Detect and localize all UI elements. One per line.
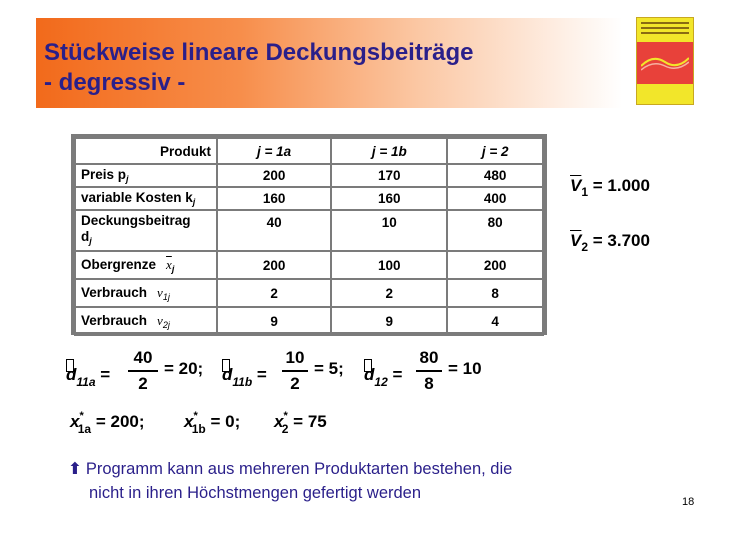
table-cell: 80 xyxy=(447,210,543,251)
formula-d11b-fraction: 10 2 xyxy=(282,348,308,394)
contribution-formulas xyxy=(66,348,526,398)
formula-d12-lhs: $d_{12}$ = xyxy=(364,359,402,389)
row-label: Deckungsbeitrag $d_j$ xyxy=(75,210,217,251)
optimum-x1b: $x^*_{1b} = 0$; xyxy=(184,410,241,436)
table-cell: 200 xyxy=(447,251,543,279)
capacity-v1: $\overline{V}_1 = 1.000$ xyxy=(570,176,650,199)
formula-d12-result: = 10 xyxy=(448,359,482,378)
table-row xyxy=(75,164,543,187)
table-cell: 160 xyxy=(331,187,447,210)
table-cell: 4 xyxy=(447,307,543,335)
table-cell: 200 xyxy=(217,164,331,187)
page-number: 18 xyxy=(682,496,695,508)
row-label: Obergrenze $\overline{x}_j$ xyxy=(75,251,217,279)
row-label: Verbrauch $v_{1j}$ xyxy=(75,279,217,307)
row-label: Verbrauch $v_{2j}$ xyxy=(75,307,217,335)
table-row xyxy=(75,307,543,335)
book-cover-image xyxy=(636,17,694,105)
optimal-solution xyxy=(70,408,450,438)
formula-d11b-lhs: $d_{11b}$ = xyxy=(222,359,267,389)
formula-d12-fraction: 80 8 xyxy=(416,348,442,394)
table-header-row xyxy=(75,138,543,164)
bullet-point: ⬆ Programm kann aus mehreren Produktarten bestehen, die nicht in ihren Höchstmengen gefertigt werden xyxy=(68,460,513,502)
formula-d11a-fraction: 40 2 xyxy=(128,348,158,394)
row-label: Preis $p_j$ xyxy=(75,164,217,187)
capacity-v2: $\overline{V}_2 = 3.700$ xyxy=(570,231,650,254)
table-cell: 400 xyxy=(447,187,543,210)
optimum-x2: $x^*_2 = 75$ xyxy=(274,410,327,436)
table-cell: 10 xyxy=(331,210,447,251)
table-cell: 2 xyxy=(217,279,331,307)
table-cell: 40 xyxy=(217,210,331,251)
up-arrow-icon: ⬆ xyxy=(68,460,82,478)
table-cell: 9 xyxy=(217,307,331,335)
table-row xyxy=(75,210,543,251)
table-row xyxy=(75,251,543,279)
table-cell: 2 xyxy=(331,279,447,307)
formula-d11b-result: = 5; xyxy=(314,359,344,378)
table-cell: 9 xyxy=(331,307,447,335)
table-cell: 8 xyxy=(447,279,543,307)
table-cell: 160 xyxy=(217,187,331,210)
table-cell: 100 xyxy=(331,251,447,279)
table-header-cell: j = 1b xyxy=(331,138,447,164)
row-label: variable Kosten $k_j$ xyxy=(75,187,217,210)
data-table xyxy=(71,134,547,335)
table-row xyxy=(75,187,543,210)
table-row xyxy=(75,279,543,307)
table-cell: 170 xyxy=(331,164,447,187)
table-cell: 200 xyxy=(217,251,331,279)
table-header-cell: Produkt xyxy=(75,138,217,164)
formula-d11a-lhs: $d_{11a}$ = xyxy=(66,359,110,389)
formula-d11a-result: = 20; xyxy=(164,359,204,378)
table-header-cell: j = 1a xyxy=(217,138,331,164)
slide-title: Stückweise lineare Deckungsbeiträge - degressiv - xyxy=(44,39,474,96)
optimum-x1a: $x^*_{1a} = 200$; xyxy=(70,410,145,436)
table-header-cell: j = 2 xyxy=(447,138,543,164)
table-cell: 480 xyxy=(447,164,543,187)
